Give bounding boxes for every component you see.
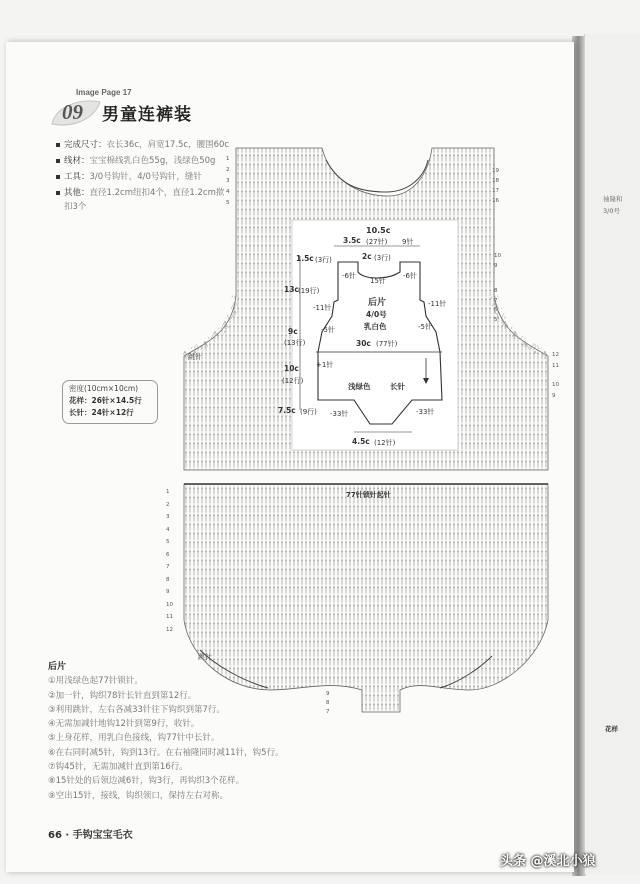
chain-start-label: 77针锁针起针 [346, 491, 391, 499]
gauge-title: 密度(10cm×10cm) [69, 384, 139, 393]
gauge-dc: 长针：24针×12行 [69, 408, 134, 417]
row-numbers-left-bottom: 1 2 3 4 5 6 7 8 9 10 11 12 [166, 489, 173, 633]
row-numbers-right-top: 19 18 17 16 [492, 168, 499, 204]
instruction-step: ④无需加减针地钩12针到第9行，收针。 [48, 719, 200, 730]
right-page-text-3: 花样 [605, 725, 618, 733]
armhole-dec-right: -11针 [428, 300, 447, 308]
neck-depth-label: 2c [362, 252, 372, 261]
spec-item: 工具：3/0号钩针，4/0号钩针，缝针 [56, 170, 232, 184]
right-page-text-2: 3/0号 [603, 207, 620, 215]
skip-stitch-label: 跳针 [188, 353, 202, 361]
armhole-height-label: 13c [284, 285, 299, 294]
piece-name: 后片 [368, 298, 387, 308]
body-dec-right: -5针 [418, 323, 432, 331]
skip-stitch-label: 跳针 [198, 653, 212, 661]
height-9c-rows: (13行) [284, 339, 306, 347]
neck-dec-left: -6针 [342, 272, 356, 280]
instruction-step: ⑧15针处的后领边减6针，钩3行，再钩织3个花样。 [48, 776, 245, 787]
watermark: 头条 @溪北小狼 [500, 854, 596, 869]
color-lower-label: 浅绿色 [348, 382, 371, 391]
body-dec-left: -5针 [321, 326, 335, 334]
row-numbers-right-bottom: 9 8 7 [326, 691, 330, 715]
hook-size-label: 4/0号 [366, 310, 387, 319]
shoulder-rows-label: (3行) [315, 256, 332, 264]
neck-rows-label: (3行) [374, 254, 391, 262]
neck-stitches: 15针 [370, 277, 386, 285]
top-width-label: 10.5c [366, 226, 391, 235]
armhole-dec-left: -11针 [313, 304, 332, 312]
height-10c-label: 10c [284, 364, 299, 373]
armhole-rows-label: (19行) [298, 287, 320, 295]
page-title: 男童连裤装 [102, 105, 192, 125]
color-upper-label: 乳白色 [364, 322, 387, 331]
instruction-step: ①用浅绿色起77针锁针。 [48, 676, 143, 687]
top-right-stitches: 9针 [402, 238, 414, 246]
top-inner-stitches: (27针) [366, 238, 388, 246]
right-page-text-1: 袖隆和 [603, 195, 623, 203]
instruction-step: ⑨空出15针，接线，钩织领口，保持左右对称。 [48, 790, 228, 801]
spec-item: 完成尺寸：衣长36c，肩宽17.5c，腰围60c [56, 138, 232, 152]
instruction-step: ②加一针，钩织78针长针直到第12行。 [48, 690, 197, 701]
neck-dec-right: -6针 [403, 272, 417, 280]
crotch-dec-left: -33针 [330, 410, 349, 418]
height-7-5c-label: 7.5c [278, 406, 296, 415]
chest-width-stitches: (77针) [376, 340, 398, 348]
pattern-number: 09 [62, 100, 83, 124]
instructions [48, 660, 348, 803]
height-10c-rows: (12行) [282, 377, 304, 385]
increase-label: +1针 [316, 361, 334, 369]
row-numbers-right-mid: 10 9 8 7 6 5 [494, 253, 501, 323]
page-footer [48, 826, 133, 841]
bottom-width-label: 4.5c [352, 437, 370, 446]
chest-width-label: 30c [356, 339, 371, 348]
instruction-step: ⑥在右同时减5针，钩到13行。在右袖隆同时减11针，钩5行。 [48, 747, 284, 758]
row-numbers-right-low: 12 11 10 9 [552, 352, 559, 399]
spec-item: 其他：直径1.2cm纽扣4个，直径1.2cm揿扣3个 [56, 186, 232, 214]
row-numbers-left-top: 1 2 3 4 5 [226, 156, 230, 206]
bottom-stitches: (12针) [374, 439, 396, 447]
instruction-step: ③利用跳针，左右各减33针往下钩织到第7行。 [48, 704, 225, 715]
height-9c-label: 9c [288, 327, 298, 336]
image-page-label: Image Page 17 [76, 88, 132, 97]
page-number: 66 [48, 830, 62, 841]
crotch-dec-right: -33针 [416, 408, 435, 416]
spec-item: 线材：宝宝棉线乳白色55g，浅绿色50g [56, 154, 232, 168]
instruction-step: ⑦钩45针，无需加减针直到第16行。 [48, 762, 188, 773]
top-inner-label: 3.5c [343, 236, 361, 245]
instructions-title: 后片 [48, 662, 67, 672]
height-7-5c-rows: (9行) [300, 408, 317, 416]
shoulder-height-label: 1.5c [296, 254, 314, 263]
book-title: · 手钩宝宝毛衣 [65, 830, 133, 841]
instruction-step: ⑤上身花样，用乳白色接线，钩77针中长针。 [48, 733, 220, 744]
stitch-type-label: 长针 [390, 382, 405, 391]
gauge-pattern: 花样：26针×14.5行 [69, 396, 142, 405]
